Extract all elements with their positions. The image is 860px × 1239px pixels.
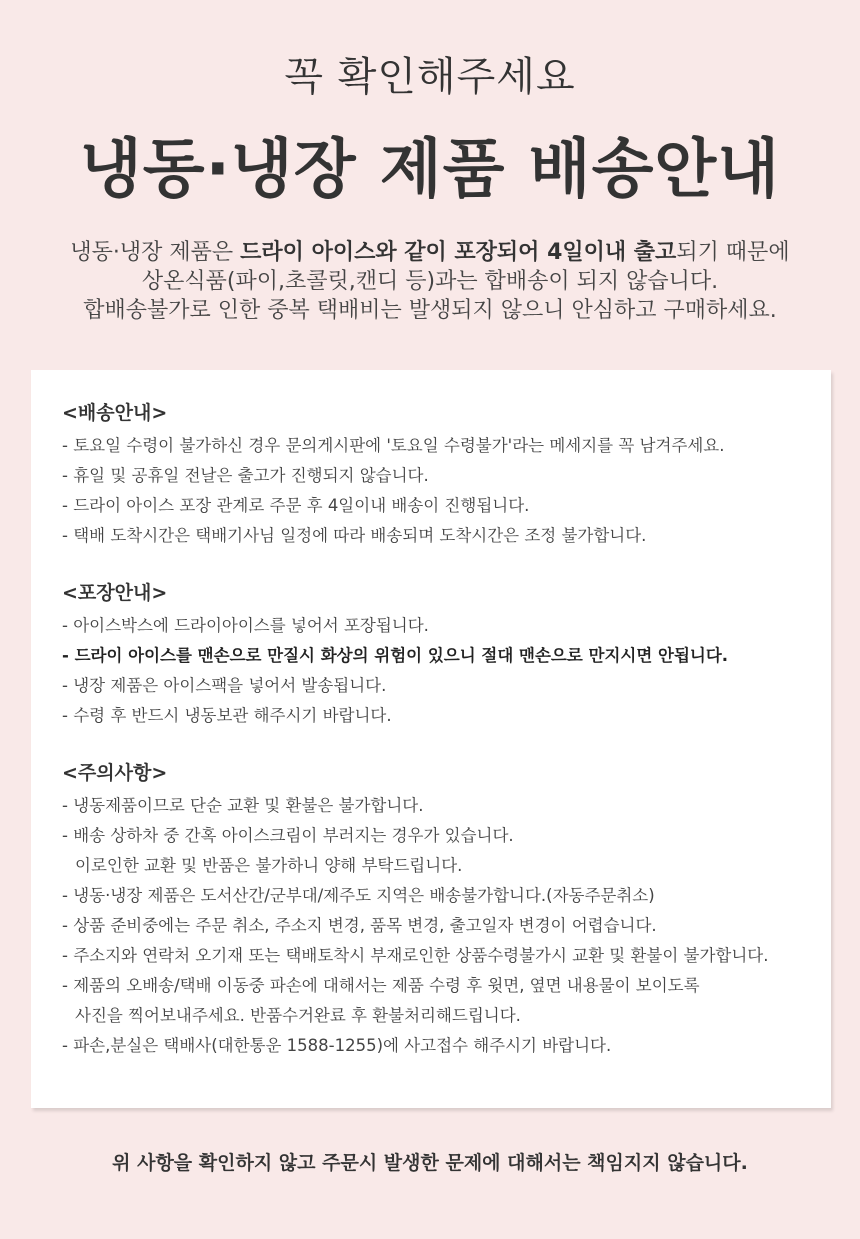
list-item-continuation: 사진을 찍어보내주세요. 반품수거완료 후 환불처리해드립니다. <box>75 1006 521 1025</box>
intro-line-1-a: 냉동·냉장 제품은 <box>70 240 241 265</box>
list-item: - 수령 후 반드시 냉동보관 해주시기 바랍니다. <box>62 706 392 725</box>
list-item: - 냉장 제품은 아이스팩을 넣어서 발송됩니다. <box>62 676 387 695</box>
list-item: - 택배 도착시간은 택배기사님 일정에 따라 배송되며 도착시간은 조정 불가합니다. <box>62 526 647 545</box>
caution-heading: <주의사항> <box>62 762 168 784</box>
intro-line-1-highlight: 드라이 아이스와 같이 포장되어 4일이내 출고 <box>240 240 677 265</box>
shipping-list <box>62 431 822 551</box>
list-item-line: - 배송 상하차 중 간혹 아이스크림이 부러지는 경우가 있습니다. <box>62 826 514 845</box>
page-subtitle: 꼭 확인해주세요 <box>284 54 576 100</box>
caution-section <box>62 760 822 1061</box>
list-item: - 냉동·냉장 제품은 도서산간/군부대/제주도 지역은 배송불가합니다.(자동주문취소) <box>62 886 655 905</box>
list-item: - 휴일 및 공휴일 전날은 출고가 진행되지 않습니다. <box>62 466 429 485</box>
caution-list <box>62 791 822 1061</box>
list-item: - 토요일 수령이 불가하신 경우 문의게시판에 '토요일 수령불가'라는 메세지를 꼭 남겨주세요. <box>62 436 725 455</box>
list-item: - 드라이 아이스 포장 관계로 주문 후 4일이내 배송이 진행됩니다. <box>62 496 530 515</box>
list-item-line: - 제품의 오배송/택배 이동중 파손에 대해서는 제품 수령 후 윗면, 옆면 내용물이 보이도록 <box>62 976 700 995</box>
packing-section <box>62 580 822 731</box>
intro-line-1-c: 되기 때문에 <box>676 240 790 265</box>
packing-list <box>62 611 822 731</box>
list-item <box>62 971 822 1031</box>
packing-heading: <포장안내> <box>62 582 168 604</box>
list-item: - 파손,분실은 택배사(대한통운 1588-1255)에 사고접수 해주시기 바랍니다. <box>62 1036 612 1055</box>
intro-text <box>0 238 860 325</box>
page-title: 냉동·냉장 제품 배송안내 <box>79 133 781 207</box>
list-item: - 냉동제품이므로 단순 교환 및 환불은 불가합니다. <box>62 796 424 815</box>
intro-line-3: 합배송불가로 인한 중복 택배비는 발생되지 않으니 안심하고 구매하세요. <box>83 298 777 323</box>
shipping-section <box>62 400 822 551</box>
footer-notice: 위 사항을 확인하지 않고 주문시 발생한 문제에 대해서는 책임지지 않습니다. <box>112 1152 748 1174</box>
list-item <box>62 821 822 881</box>
list-item: - 아이스박스에 드라이아이스를 넣어서 포장됩니다. <box>62 616 429 635</box>
list-item: - 상품 준비중에는 주문 취소, 주소지 변경, 품목 변경, 출고일자 변경이 어렵습니다. <box>62 916 657 935</box>
shipping-heading: <배송안내> <box>62 402 168 424</box>
info-panel <box>31 370 831 1108</box>
dry-ice-warning: - 드라이 아이스를 맨손으로 만질시 화상의 위험이 있으니 절대 맨손으로 만지시면 안됩니다. <box>62 646 729 665</box>
list-item-continuation: 이로인한 교환 및 반품은 불가하니 양해 부탁드립니다. <box>75 856 463 875</box>
intro-line-1 <box>0 238 860 267</box>
intro-line-2: 상온식품(파이,초콜릿,캔디 등)과는 합배송이 되지 않습니다. <box>141 269 719 294</box>
list-item: - 주소지와 연락처 오기재 또는 택배토착시 부재로인한 상품수령불가시 교환 및 환불이 불가합니다. <box>62 946 769 965</box>
